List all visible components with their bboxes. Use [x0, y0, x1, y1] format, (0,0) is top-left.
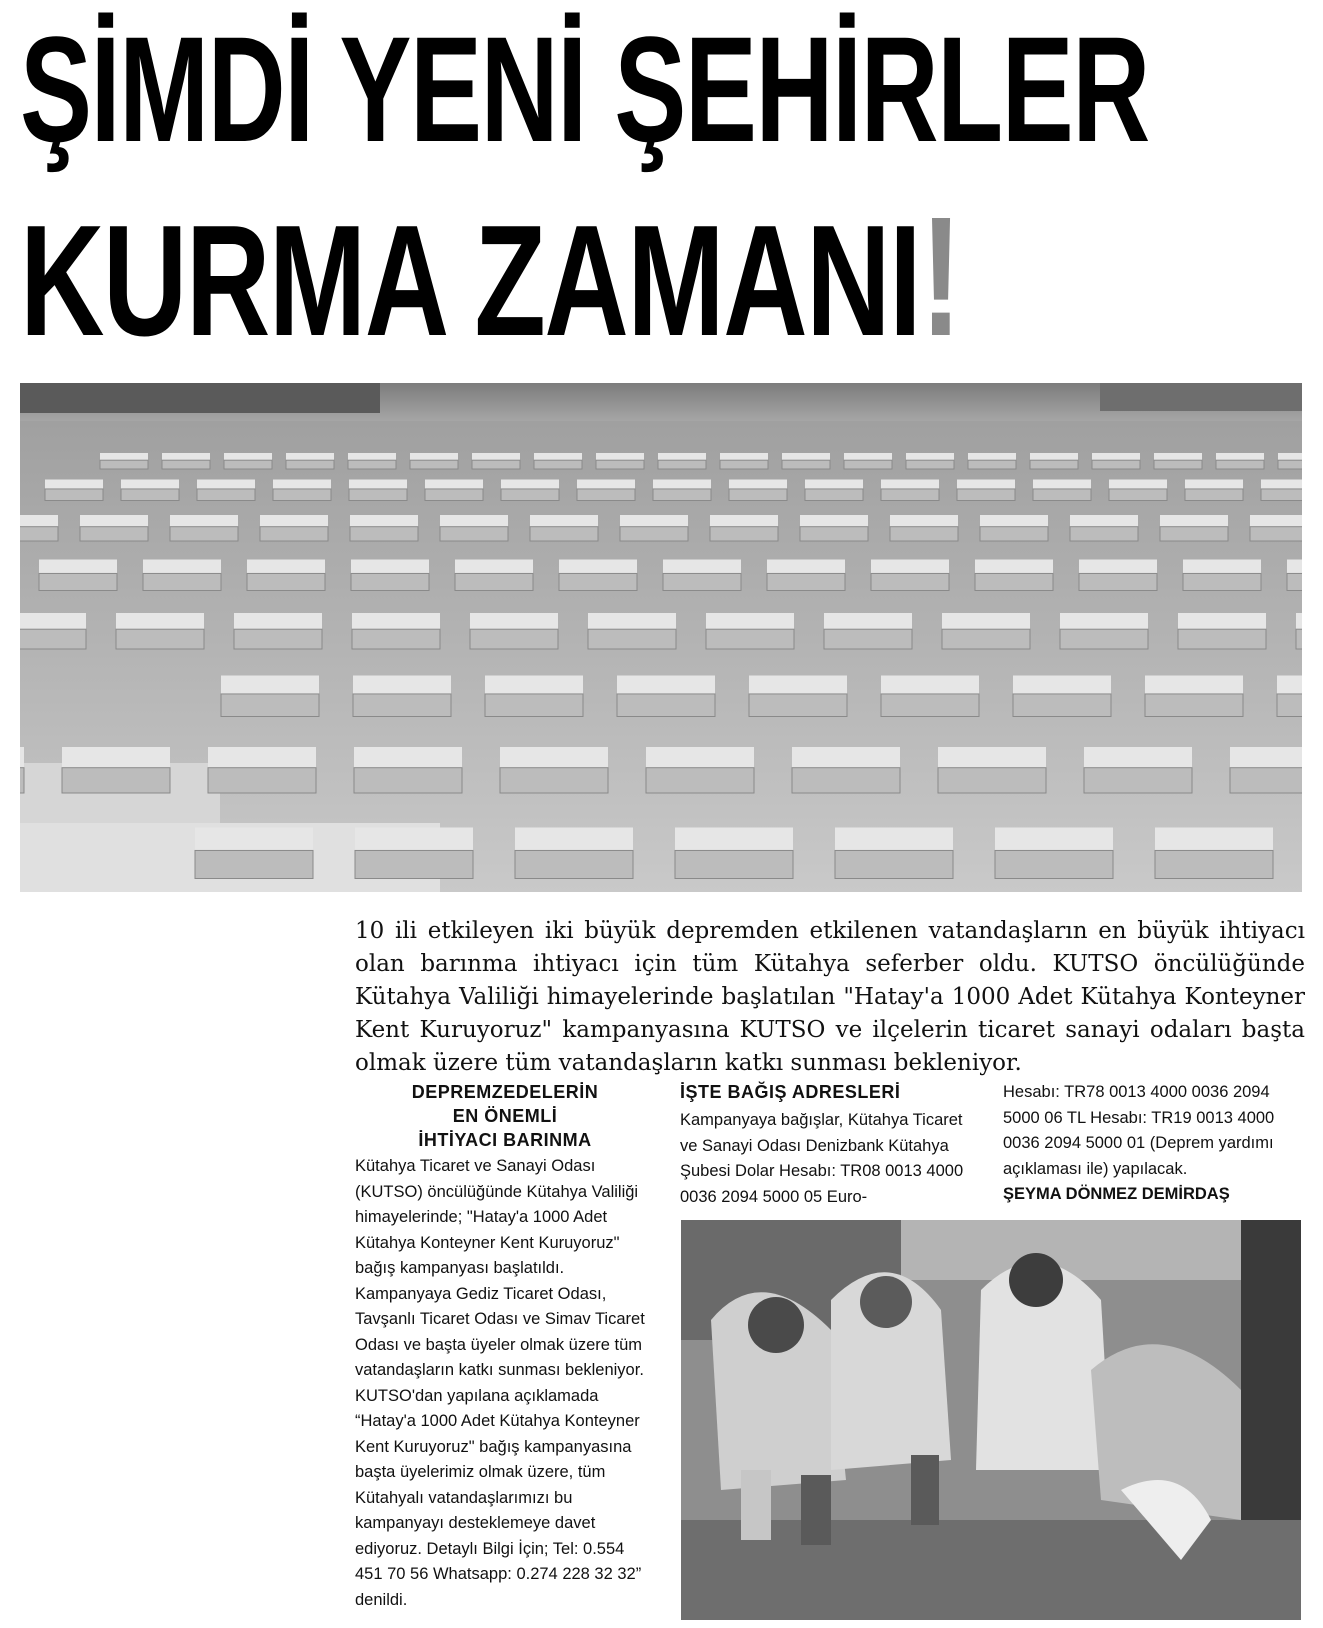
container-unit-roof — [658, 453, 706, 460]
section1-paragraph: KUTSO'dan yapılana açıklamada “Hatay'a 1000 Adet Kütahya Konteyner Kent Kuruyoruz" bağış kampanyasına başta üyelerimiz olmak üzere, tüm Kütahyalı vatandaşlarımızı bu kampanyayı desteklemeye davet ediyoruz. Detaylı Bilgi İçin; Tel: 0.554 451 70 56 Whatsapp: 0.274 228 32 32” denildi. — [355, 1386, 642, 1609]
container-unit-wall — [942, 629, 1030, 649]
container-unit-wall — [1160, 527, 1228, 541]
container-unit-roof — [881, 480, 939, 489]
container-unit-roof — [1160, 515, 1228, 527]
section1-heading-line: İHTİYACI BARINMA — [418, 1130, 592, 1150]
container-unit-roof — [221, 676, 319, 694]
container-unit-roof — [1183, 560, 1261, 574]
container-unit-roof — [534, 453, 582, 460]
container-unit-wall — [792, 768, 900, 793]
container-unit-wall — [39, 573, 117, 590]
container-unit-wall — [1109, 489, 1167, 501]
container-unit-wall — [1287, 573, 1302, 590]
container-unit-roof — [1155, 828, 1273, 851]
article-column-1 — [355, 1080, 655, 1613]
container-city-photo — [20, 383, 1302, 892]
container-unit-wall — [20, 768, 24, 793]
container-unit-wall — [355, 850, 473, 878]
container-unit-wall — [1092, 460, 1140, 469]
container-unit-roof — [720, 453, 768, 460]
container-unit-wall — [273, 489, 331, 501]
container-unit-roof — [646, 747, 754, 768]
container-unit-wall — [706, 629, 794, 649]
container-unit-roof — [425, 480, 483, 489]
container-unit-wall — [121, 489, 179, 501]
container-unit-roof — [273, 480, 331, 489]
container-unit-wall — [20, 629, 86, 649]
container-unit-roof — [455, 560, 533, 574]
container-unit-roof — [1033, 480, 1091, 489]
container-unit-wall — [749, 694, 847, 717]
container-unit-wall — [782, 460, 830, 469]
container-unit-roof — [995, 828, 1113, 851]
container-unit-wall — [1084, 768, 1192, 793]
section1-heading-line: DEPREMZEDELERİN — [411, 1082, 599, 1102]
container-unit-roof — [881, 676, 979, 694]
container-unit-wall — [675, 850, 793, 878]
container-unit-wall — [351, 573, 429, 590]
container-unit-wall — [1154, 460, 1202, 469]
container-unit-wall — [720, 460, 768, 469]
container-unit-wall — [1296, 629, 1302, 649]
container-unit-wall — [1030, 460, 1078, 469]
container-unit-roof — [100, 453, 148, 460]
container-unit-wall — [881, 489, 939, 501]
headline-line-2 — [20, 182, 975, 372]
container-unit-wall — [425, 489, 483, 501]
container-unit-roof — [20, 515, 58, 527]
container-unit-wall — [515, 850, 633, 878]
container-unit-wall — [1155, 850, 1273, 878]
container-unit-roof — [1178, 613, 1266, 629]
container-unit-wall — [1145, 694, 1243, 717]
container-unit-wall — [286, 460, 334, 469]
container-unit-roof — [354, 747, 462, 768]
container-unit-wall — [975, 573, 1053, 590]
container-unit-wall — [530, 527, 598, 541]
container-unit-roof — [1261, 480, 1302, 489]
container-unit-wall — [710, 527, 778, 541]
container-unit-wall — [348, 460, 396, 469]
container-unit-roof — [80, 515, 148, 527]
container-unit-roof — [143, 560, 221, 574]
container-unit-wall — [800, 527, 868, 541]
container-unit-roof — [1109, 480, 1167, 489]
container-unit-wall — [224, 460, 272, 469]
container-unit-roof — [351, 560, 429, 574]
section2-paragraph: Kampanyaya bağışlar, Kütahya Ticaret ve Sanayi Odası Denizbank Kütahya Şubesi Dolar Hesabı: TR08 0013 4000 0036 2094 5000 05 Euro- — [680, 1111, 964, 1206]
container-unit-wall — [881, 694, 979, 717]
container-unit-roof — [729, 480, 787, 489]
container-unit-roof — [1277, 676, 1302, 694]
container-unit-roof — [559, 560, 637, 574]
container-unit-wall — [20, 527, 58, 541]
container-unit-roof — [844, 453, 892, 460]
container-unit-wall — [653, 489, 711, 501]
container-unit-wall — [968, 460, 1016, 469]
container-unit-wall — [1250, 527, 1302, 541]
lead-paragraph: 10 ili etkileyen iki büyük depremden etkilenen vatandaşların en büyük ihtiyacı olan barınma ihtiyacı için tüm Kütahya seferber oldu. KUTSO öncülüğünde Kütahya Valiliği himayelerinde başlatılan "Hatay'a 1000 Adet Kütahya Konteyner Kent Kuruyoruz" kampanyasına KUTSO ve ilçelerin ticaret sanayi odaları başta olmak üzere tüm vatandaşların katkı sunması bekleniyor. — [355, 918, 1305, 1076]
container-unit-roof — [170, 515, 238, 527]
container-unit-wall — [500, 768, 608, 793]
container-unit-wall — [957, 489, 1015, 501]
container-unit-wall — [805, 489, 863, 501]
container-unit-wall — [1013, 694, 1111, 717]
container-unit-roof — [1287, 560, 1302, 574]
container-unit-wall — [620, 527, 688, 541]
container-unit-roof — [352, 613, 440, 629]
article-column-3 — [1003, 1080, 1303, 1208]
container-unit-roof — [501, 480, 559, 489]
container-unit-roof — [617, 676, 715, 694]
container-unit-wall — [143, 573, 221, 590]
container-unit-wall — [938, 768, 1046, 793]
container-unit-roof — [247, 560, 325, 574]
container-unit-roof — [1230, 747, 1302, 768]
container-unit-roof — [675, 828, 793, 851]
container-unit-roof — [472, 453, 520, 460]
container-unit-wall — [559, 573, 637, 590]
container-unit-roof — [162, 453, 210, 460]
container-unit-wall — [354, 768, 462, 793]
container-unit-wall — [588, 629, 676, 649]
container-unit-roof — [1154, 453, 1202, 460]
container-unit-wall — [824, 629, 912, 649]
headline-line-1: ŞİMDİ YENİ ŞEHİRLER — [20, 5, 1149, 173]
container-unit-roof — [1084, 747, 1192, 768]
container-unit-roof — [349, 480, 407, 489]
container-unit-roof — [470, 613, 558, 629]
container-unit-wall — [1033, 489, 1091, 501]
container-unit-roof — [957, 480, 1015, 489]
container-unit-wall — [440, 527, 508, 541]
container-unit-wall — [767, 573, 845, 590]
container-unit-roof — [410, 453, 458, 460]
container-unit-roof — [1216, 453, 1264, 460]
container-unit-roof — [663, 560, 741, 574]
container-unit-roof — [45, 480, 103, 489]
container-unit-wall — [352, 629, 440, 649]
container-unit-wall — [663, 573, 741, 590]
author-byline: ŞEYMA DÖNMEZ DEMİRDAŞ — [1003, 1185, 1230, 1203]
container-unit-wall — [260, 527, 328, 541]
container-unit-roof — [530, 515, 598, 527]
container-unit-wall — [208, 768, 316, 793]
container-unit-wall — [234, 629, 322, 649]
container-unit-wall — [871, 573, 949, 590]
container-unit-roof — [1070, 515, 1138, 527]
headline-line-2-text: KURMA ZAMANI — [20, 193, 921, 369]
container-unit-roof — [350, 515, 418, 527]
container-unit-wall — [1079, 573, 1157, 590]
container-unit-wall — [485, 694, 583, 717]
container-unit-roof — [938, 747, 1046, 768]
container-unit-roof — [286, 453, 334, 460]
container-unit-roof — [20, 613, 86, 629]
container-unit-wall — [410, 460, 458, 469]
container-unit-wall — [170, 527, 238, 541]
container-unit-roof — [1079, 560, 1157, 574]
container-unit-roof — [706, 613, 794, 629]
container-unit-wall — [100, 460, 148, 469]
container-unit-roof — [710, 515, 778, 527]
container-unit-roof — [500, 747, 608, 768]
container-unit-wall — [45, 489, 103, 501]
container-unit-roof — [1013, 676, 1111, 694]
container-unit-wall — [197, 489, 255, 501]
container-unit-wall — [1278, 460, 1302, 469]
container-unit-roof — [515, 828, 633, 851]
container-unit-roof — [942, 613, 1030, 629]
container-unit-wall — [844, 460, 892, 469]
section1-heading-line: EN ÖNEMLİ — [452, 1106, 558, 1126]
container-unit-wall — [353, 694, 451, 717]
container-unit-wall — [1183, 573, 1261, 590]
container-unit-wall — [1230, 768, 1302, 793]
container-unit-wall — [195, 850, 313, 878]
container-unit-wall — [1185, 489, 1243, 501]
container-unit-wall — [1070, 527, 1138, 541]
container-unit-roof — [1030, 453, 1078, 460]
container-unit-roof — [39, 560, 117, 574]
container-unit-wall — [501, 489, 559, 501]
container-unit-wall — [221, 694, 319, 717]
container-unit-roof — [835, 828, 953, 851]
container-unit-wall — [247, 573, 325, 590]
container-unit-roof — [197, 480, 255, 489]
section2-heading: İŞTE BAĞIŞ ADRESLERİ — [680, 1082, 901, 1102]
container-unit-wall — [906, 460, 954, 469]
container-unit-wall — [646, 768, 754, 793]
container-unit-wall — [729, 489, 787, 501]
container-unit-wall — [62, 768, 170, 793]
container-unit-roof — [348, 453, 396, 460]
container-unit-roof — [234, 613, 322, 629]
container-unit-roof — [906, 453, 954, 460]
container-unit-wall — [658, 460, 706, 469]
container-unit-roof — [1278, 453, 1302, 460]
container-unit-roof — [871, 560, 949, 574]
container-unit-wall — [617, 694, 715, 717]
container-unit-roof — [749, 676, 847, 694]
container-unit-wall — [455, 573, 533, 590]
container-unit-wall — [995, 850, 1113, 878]
container-unit-roof — [20, 747, 24, 768]
container-unit-roof — [1250, 515, 1302, 527]
container-unit-roof — [116, 613, 204, 629]
section3-paragraph: Hesabı: TR78 0013 4000 0036 2094 5000 06 TL Hesabı: TR19 0013 4000 0036 2094 5000 01 (Deprem yardımı açıklaması ile) yapılacak. — [1003, 1083, 1275, 1178]
container-unit-roof — [485, 676, 583, 694]
container-unit-roof — [121, 480, 179, 489]
container-unit-wall — [835, 850, 953, 878]
container-unit-roof — [596, 453, 644, 460]
container-unit-roof — [1092, 453, 1140, 460]
container-unit-wall — [80, 527, 148, 541]
container-unit-roof — [975, 560, 1053, 574]
container-unit-roof — [792, 747, 900, 768]
container-unit-wall — [577, 489, 635, 501]
container-unit-roof — [782, 453, 830, 460]
container-unit-roof — [224, 453, 272, 460]
article-column-2 — [680, 1080, 965, 1210]
container-unit-roof — [208, 747, 316, 768]
earthquake-survivors-photo — [681, 1220, 1301, 1620]
container-unit-roof — [805, 480, 863, 489]
container-unit-roof — [1296, 613, 1302, 629]
container-unit-wall — [890, 527, 958, 541]
container-unit-wall — [1060, 629, 1148, 649]
headline-exclamation: ! — [920, 182, 961, 372]
container-unit-roof — [588, 613, 676, 629]
container-unit-roof — [577, 480, 635, 489]
container-unit-roof — [355, 828, 473, 851]
container-unit-roof — [195, 828, 313, 851]
container-unit-roof — [800, 515, 868, 527]
container-unit-roof — [1185, 480, 1243, 489]
container-unit-wall — [350, 527, 418, 541]
container-unit-wall — [116, 629, 204, 649]
container-unit-wall — [1216, 460, 1264, 469]
container-unit-roof — [653, 480, 711, 489]
container-unit-wall — [162, 460, 210, 469]
container-unit-wall — [980, 527, 1048, 541]
container-unit-roof — [1060, 613, 1148, 629]
container-unit-roof — [440, 515, 508, 527]
container-unit-roof — [620, 515, 688, 527]
container-unit-roof — [62, 747, 170, 768]
container-unit-roof — [824, 613, 912, 629]
section1-paragraph: Kütahya Ticaret ve Sanayi Odası (KUTSO) öncülüğünde Kütahya Valiliği himayelerinde; "Hatay'a 1000 Adet Kütahya Konteyner Kent Kuruyoruz" bağış kampanyası başlatıldı. Kampanyaya Gediz Ticaret Odası, Tavşanlı Ticaret Odası ve Simav Ticaret Odası ve başta üyeler olmak üzere tüm vatandaşların katkı sunması bekleniyor. — [355, 1157, 645, 1379]
section1-heading — [355, 1080, 655, 1152]
container-unit-wall — [534, 460, 582, 469]
container-unit-roof — [980, 515, 1048, 527]
container-unit-roof — [1145, 676, 1243, 694]
container-unit-wall — [1277, 694, 1302, 717]
container-unit-wall — [470, 629, 558, 649]
container-unit-roof — [353, 676, 451, 694]
container-unit-wall — [1261, 489, 1302, 501]
container-unit-roof — [767, 560, 845, 574]
container-unit-wall — [596, 460, 644, 469]
container-unit-wall — [1178, 629, 1266, 649]
container-unit-roof — [260, 515, 328, 527]
container-unit-roof — [968, 453, 1016, 460]
container-unit-wall — [349, 489, 407, 501]
container-unit-wall — [472, 460, 520, 469]
container-unit-roof — [890, 515, 958, 527]
